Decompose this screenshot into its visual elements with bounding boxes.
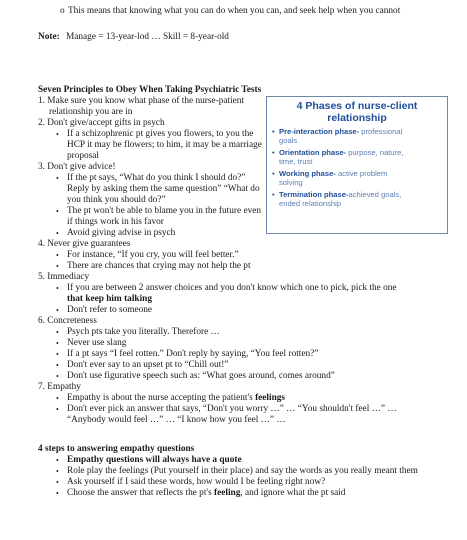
bullet-dot: • bbox=[56, 328, 59, 337]
bullet-dot: • bbox=[56, 284, 59, 293]
principle-4-b2: There are chances that crying may not help the pt bbox=[67, 261, 251, 271]
principle-1-line1: 1. Make sure you know what phase of the nurse-patient bbox=[38, 96, 245, 106]
phases-box-title bbox=[267, 100, 447, 124]
bullet-dot: • bbox=[56, 130, 59, 139]
principle-2-b1-l1: If a schizophrenic pt gives you flowers, to you the bbox=[67, 129, 254, 139]
empathy-step-4-post: , and ignore what the pt said bbox=[240, 488, 346, 498]
bullet-dot: • bbox=[56, 262, 59, 271]
bullet-dot: • bbox=[56, 394, 59, 403]
bullet-dot: • bbox=[272, 148, 275, 157]
principle-3-b1-l2: Reply by asking them the same question” “What do bbox=[67, 184, 260, 194]
phases-box-title-line2: relationship bbox=[327, 112, 387, 124]
bullet-dot: • bbox=[56, 174, 59, 183]
bullet-dot: • bbox=[56, 489, 59, 498]
principle-2-title: 2. Don't give/accept gifts in psych bbox=[38, 118, 165, 128]
principle-5-title: 5. Immediacy bbox=[38, 272, 90, 282]
principle-1-line2: relationship you are in bbox=[49, 107, 133, 117]
phase-desc-2: solving bbox=[279, 178, 303, 188]
bullet-dot: • bbox=[56, 251, 59, 260]
intro-bullet: o bbox=[60, 6, 65, 16]
principle-2-b1-l2: HCP it may be flowers; to him, it may be a marriage bbox=[67, 140, 262, 150]
note-label: Note: bbox=[38, 32, 60, 42]
bullet-dot: • bbox=[56, 207, 59, 216]
phase-item bbox=[272, 127, 444, 145]
phase-desc: purpose, nature, bbox=[346, 148, 404, 157]
bullet-dot: • bbox=[56, 478, 59, 487]
principle-6-title: 6. Concreteness bbox=[38, 316, 97, 326]
principle-3-b1-l3: you think you should do?” bbox=[67, 195, 166, 205]
principle-4-b1: For instance, “If you cry, you will feel better.” bbox=[67, 250, 239, 260]
principle-6-b5: Don't use figurative speech such as: “What goes around, comes around” bbox=[67, 371, 335, 381]
phase-desc: active problem bbox=[335, 169, 388, 178]
bullet-dot: • bbox=[56, 361, 59, 370]
principle-3-b2-l1: The pt won't be able to blame you in the future even bbox=[67, 206, 262, 216]
phase-item bbox=[272, 190, 444, 208]
principle-7-title: 7. Empathy bbox=[38, 382, 81, 392]
phase-name: Orientation phase- bbox=[279, 148, 347, 157]
principle-3-b1-l1: If the pt says, “What do you think I should do?” bbox=[67, 173, 246, 183]
phase-desc-2: ended relationship bbox=[279, 199, 342, 209]
principle-6-b3: If a pt says “I feel rotten.” Don't reply by saying, “You feel rotten?” bbox=[67, 349, 319, 359]
principle-4-title: 4. Never give guarantees bbox=[38, 239, 131, 249]
intro-text: This means that knowing what you can do when you can, and seek help when you cannot bbox=[68, 6, 401, 16]
phase-item bbox=[272, 169, 444, 187]
principle-3-title: 3. Don't give advice! bbox=[38, 162, 116, 172]
bullet-dot: • bbox=[272, 169, 275, 178]
phase-desc-2: time, trust bbox=[279, 157, 313, 167]
principle-6-b1: Psych pts take you literally. Therefore … bbox=[67, 327, 220, 337]
bullet-dot: • bbox=[56, 339, 59, 348]
empathy-step-3: Ask yourself if I said these words, how would I be feeling right now? bbox=[67, 477, 326, 487]
principle-5-b2: Don't refer to someone bbox=[67, 305, 153, 315]
principle-7-b1 bbox=[67, 393, 285, 404]
empathy-step-4-bold: feeling bbox=[214, 488, 241, 498]
principle-5-b1-l2: that keep him talking bbox=[67, 294, 152, 304]
principle-7-b1-text: Empathy is about the nurse accepting the patient's bbox=[67, 393, 256, 403]
phase-name: Pre-interaction phase- bbox=[279, 127, 360, 136]
empathy-step-4 bbox=[67, 488, 345, 499]
bullet-dot: • bbox=[272, 127, 275, 136]
empathy-step-2: Role play the feelings (Put yourself in their place) and say the words as you really meant them bbox=[67, 466, 418, 476]
phase-name: Working phase- bbox=[279, 169, 336, 178]
principle-7-b2-l1: Don't ever pick an answer that says, “Don't you worry …” … “You shouldn't feel …” … bbox=[67, 404, 397, 414]
principle-2-b1-l3: proposal bbox=[67, 151, 100, 161]
principle-3-b2-l2: if things work in his favor bbox=[67, 217, 164, 227]
principle-7-b1-bold: feelings bbox=[255, 393, 286, 403]
bullet-dot: • bbox=[56, 467, 59, 476]
phase-item bbox=[272, 148, 444, 166]
empathy-steps-heading: 4 steps to answering empathy questions bbox=[38, 444, 195, 454]
principle-3-b3: Avoid giving advise in psych bbox=[67, 228, 176, 238]
bullet-dot: • bbox=[56, 350, 59, 359]
phase-name: Termination phase- bbox=[279, 190, 349, 199]
principle-5-b1-l1: If you are between 2 answer choices and you don't know which one to pick, pick the one bbox=[67, 283, 397, 293]
bullet-dot: • bbox=[56, 405, 59, 414]
bullet-dot: • bbox=[272, 190, 275, 199]
principles-heading: Seven Principles to Obey When Taking Psychiatric Tests bbox=[38, 85, 262, 95]
principle-6-b4: Don't ever say to an upset pt to “Chill out!” bbox=[67, 360, 229, 370]
bullet-dot: • bbox=[56, 306, 59, 315]
phases-box-title-line1: 4 Phases of nurse-client bbox=[296, 100, 418, 112]
bullet-dot: • bbox=[56, 372, 59, 381]
phases-box bbox=[266, 96, 448, 234]
phase-desc: achieved goals, bbox=[348, 190, 402, 199]
principle-6-b2: Never use slang bbox=[67, 338, 127, 348]
bullet-dot: • bbox=[56, 229, 59, 238]
phase-desc: professional bbox=[359, 127, 403, 136]
principle-7-b2-l2: “Anybody would feel …” … “I know how you feel …” … bbox=[67, 415, 286, 425]
note-text: Manage = 13-year-lod … Skill = 8-year-old bbox=[66, 32, 229, 42]
empathy-step-4-pre: Choose the answer that reflects the pt's bbox=[67, 488, 215, 498]
empathy-step-1: Empathy questions will always have a quote bbox=[67, 455, 242, 465]
bullet-dot: • bbox=[56, 456, 59, 465]
phase-desc-2: goals bbox=[279, 136, 298, 146]
